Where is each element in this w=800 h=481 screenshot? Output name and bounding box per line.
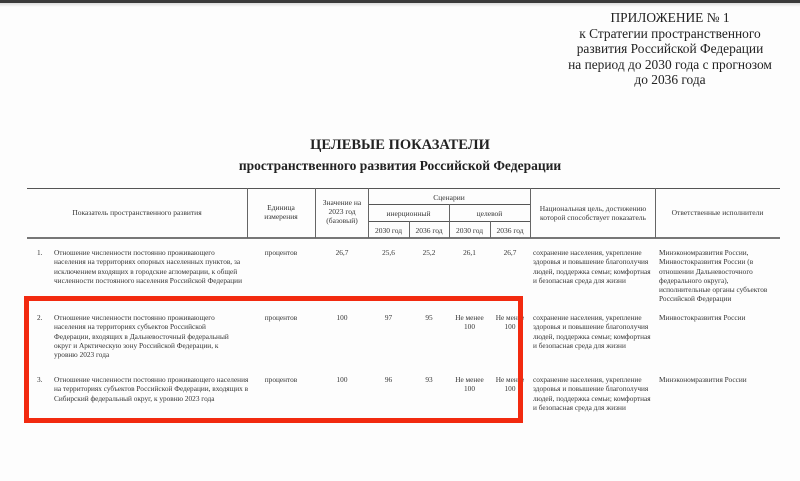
header-national-goal: Национальная цель, достижению которой способствует показатель [539,204,647,222]
row-base: 100 [336,375,348,384]
header-indicator: Показатель пространственного развития [72,208,202,217]
row-indicator: Отношение численности постоянно проживающего населения на территориях опорных населенных пунктов, за исключением входящих в городские агломерации, к общей численности постоянного населения Российской Федерации [54,248,242,285]
row-target-2030: Не менее 100 [455,375,484,394]
appendix-header [545,10,795,88]
col-divider [315,188,316,238]
appendix-line: на период до 2030 года с прогнозом [568,56,772,72]
appendix-line: развития Российской Федерации [576,41,764,56]
document-title: ЦЕЛЕВЫЕ ПОКАЗАТЕЛИ [310,137,490,153]
highlight-box [24,296,523,423]
row-inertial-2030: 96 [384,375,393,384]
row-responsible: Минвостокразвития России [659,313,746,322]
header-inertial: инерционный [386,209,431,218]
row-target-2036: Не менее 100 [495,313,525,332]
header-2030-target: 2030 год [455,226,484,235]
row-base: 26,7 [335,248,349,257]
row-indicator: Отношение численности постоянно проживающего населения на территориях субъектов Российской Федерации, входящих в Дальневосточный федеральный округ и Арктическую зону Российской Федерации, к уровню 2023 года [54,313,229,360]
row-unit: процентов [264,248,298,257]
row-base: 100 [336,313,348,322]
row-national-goal: сохранение населения, укрепление здоровья и повышение благополучия людей, поддержка семьи; комфортная и безопасная среда для жизни [533,375,651,412]
row-unit: процентов [264,375,298,384]
row-target-2036: Не менее 100 [495,375,525,394]
row-target-2030: Не менее 100 [455,313,484,332]
row-inertial-2030: 97 [384,313,393,322]
row-number: 1. [37,248,43,257]
row-responsible: Минэкономразвития России, Минвостокразвития России (в отношении Дальневосточного федерального округа), исполнительные органы субъектов Российской Федерации [659,248,768,304]
row-inertial-2030: 25,6 [382,248,395,257]
row-target-2036: 26,7 [503,248,517,257]
row-number: 3. [37,375,43,384]
header-responsible: Ответственные исполнители [671,208,764,217]
header-2036-target: 2036 год [496,226,524,235]
row-inertial-2036: 25,2 [422,248,436,257]
header-bottom-border [27,237,780,239]
header-unit: Единица измерения [264,203,298,221]
header-scenarios: Сценарии [433,193,465,202]
col-divider [530,188,531,238]
header-2030-inertial: 2030 год [374,226,403,235]
row-unit: процентов [264,313,298,322]
row-number: 2. [37,313,43,322]
top-shadow [0,3,800,7]
header-top-border [27,188,780,189]
row-inertial-2036: 93 [425,375,433,384]
col-divider [247,188,248,238]
row-responsible: Минэкономразвития России [659,375,747,384]
row-indicator: Отношение численности постоянно проживающего населения на территориях субъектов Российской Федерации, входящих в Сибирский федеральный округ, к уровню 2023 года [54,375,249,403]
header-base: Значение на 2023 год (базовый) [322,198,362,225]
appendix-line: до 2036 года [634,72,706,87]
row-inertial-2036: 95 [425,313,433,322]
header-target: целевой [476,209,503,218]
row-national-goal: сохранение населения, укрепление здоровья и повышение благополучия людей, поддержка семьи; комфортная и безопасная среда для жизни [533,248,651,285]
row-national-goal: сохранение населения, укрепление здоровья и повышение благополучия людей, поддержка семьи; комфортная и безопасная среда для жизни [533,313,651,350]
row-target-2030: 26,1 [463,248,476,257]
document-subtitle: пространственного развития Российской Федерации [238,158,562,173]
appendix-line: ПРИЛОЖЕНИЕ № 1 [610,10,730,25]
header-2036-inertial: 2036 год [415,226,443,235]
appendix-line: к Стратегии пространственного [579,25,761,41]
